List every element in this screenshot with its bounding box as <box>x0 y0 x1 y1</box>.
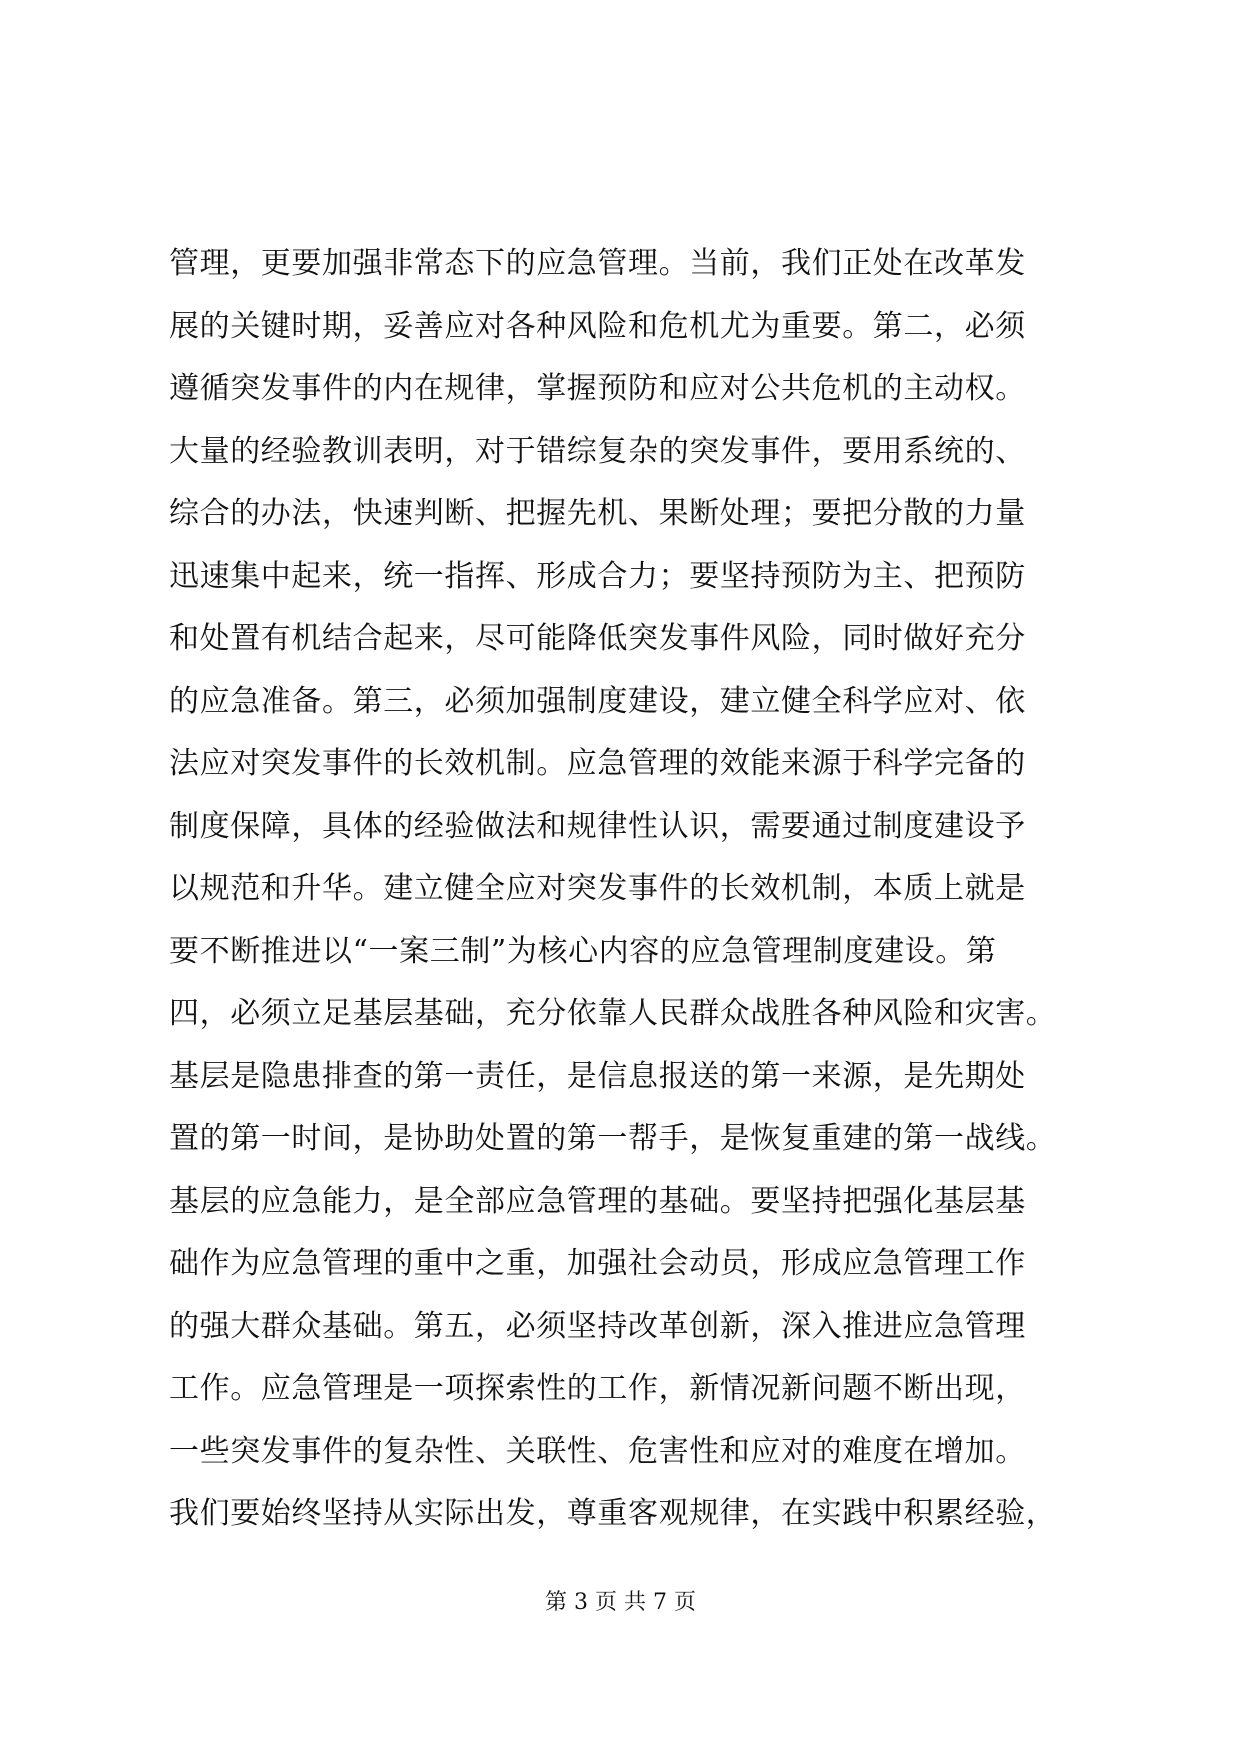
page-number-footer: 第 3 页 共 7 页 <box>545 1590 696 1615</box>
text-line: 大量的经验教训表明，对于错综复杂的突发事件，要用系统的、 <box>169 433 1026 469</box>
body-text <box>169 233 1089 1546</box>
text-line: 迅速集中起来，统一指挥、形成合力；要坚持预防为主、把预防 <box>169 558 1026 594</box>
text-line: 遵循突发事件的内在规律，掌握预防和应对公共危机的主动权。 <box>169 371 1026 406</box>
text-line: 础作为应急管理的重中之重，加强社会动员，形成应急管理工作 <box>169 1246 1026 1281</box>
text-line: 制度保障，具体的经验做法和规律性认识，需要通过制度建设予 <box>169 808 1026 844</box>
text-line: 我们要始终坚持从实际出发，尊重客观规律，在实践中积累经验， <box>169 1496 1057 1531</box>
text-line: 基层是隐患排查的第一责任，是信息报送的第一来源，是先期处 <box>169 1058 1026 1094</box>
text-line: 工作。应急管理是一项探索性的工作，新情况新问题不断出现， <box>169 1371 1026 1406</box>
text-line: 要不断推进以“一案三制”为核心内容的应急管理制度建设。第 <box>169 933 997 969</box>
text-line: 综合的办法，快速判断、把握先机、果断处理；要把分散的力量 <box>169 496 1026 531</box>
text-line: 管理，更要加强非常态下的应急管理。当前，我们正处在改革发 <box>169 246 1026 281</box>
text-line: 置的第一时间，是协助处置的第一帮手，是恢复重建的第一战线。 <box>169 1121 1057 1156</box>
text-line: 基层的应急能力，是全部应急管理的基础。要坚持把强化基层基 <box>169 1183 1026 1219</box>
text-line: 的强大群众基础。第五，必须坚持改革创新，深入推进应急管理 <box>169 1308 1026 1344</box>
text-line: 法应对突发事件的长效机制。应急管理的效能来源于科学完备的 <box>169 746 1026 781</box>
text-line: 展的关键时期，妥善应对各种风险和危机尤为重要。第二，必须 <box>169 308 1026 344</box>
text-line: 四，必须立足基层基础，充分依靠人民群众战胜各种风险和灾害。 <box>169 996 1057 1031</box>
text-line: 以规范和升华。建立健全应对突发事件的长效机制，本质上就是 <box>169 871 1026 906</box>
text-line: 和处置有机结合起来，尽可能降低突发事件风险，同时做好充分 <box>169 621 1026 656</box>
text-line: 一些突发事件的复杂性、关联性、危害性和应对的难度在增加。 <box>169 1433 1026 1469</box>
text-line: 的应急准备。第三，必须加强制度建设，建立健全科学应对、依 <box>169 683 1026 719</box>
